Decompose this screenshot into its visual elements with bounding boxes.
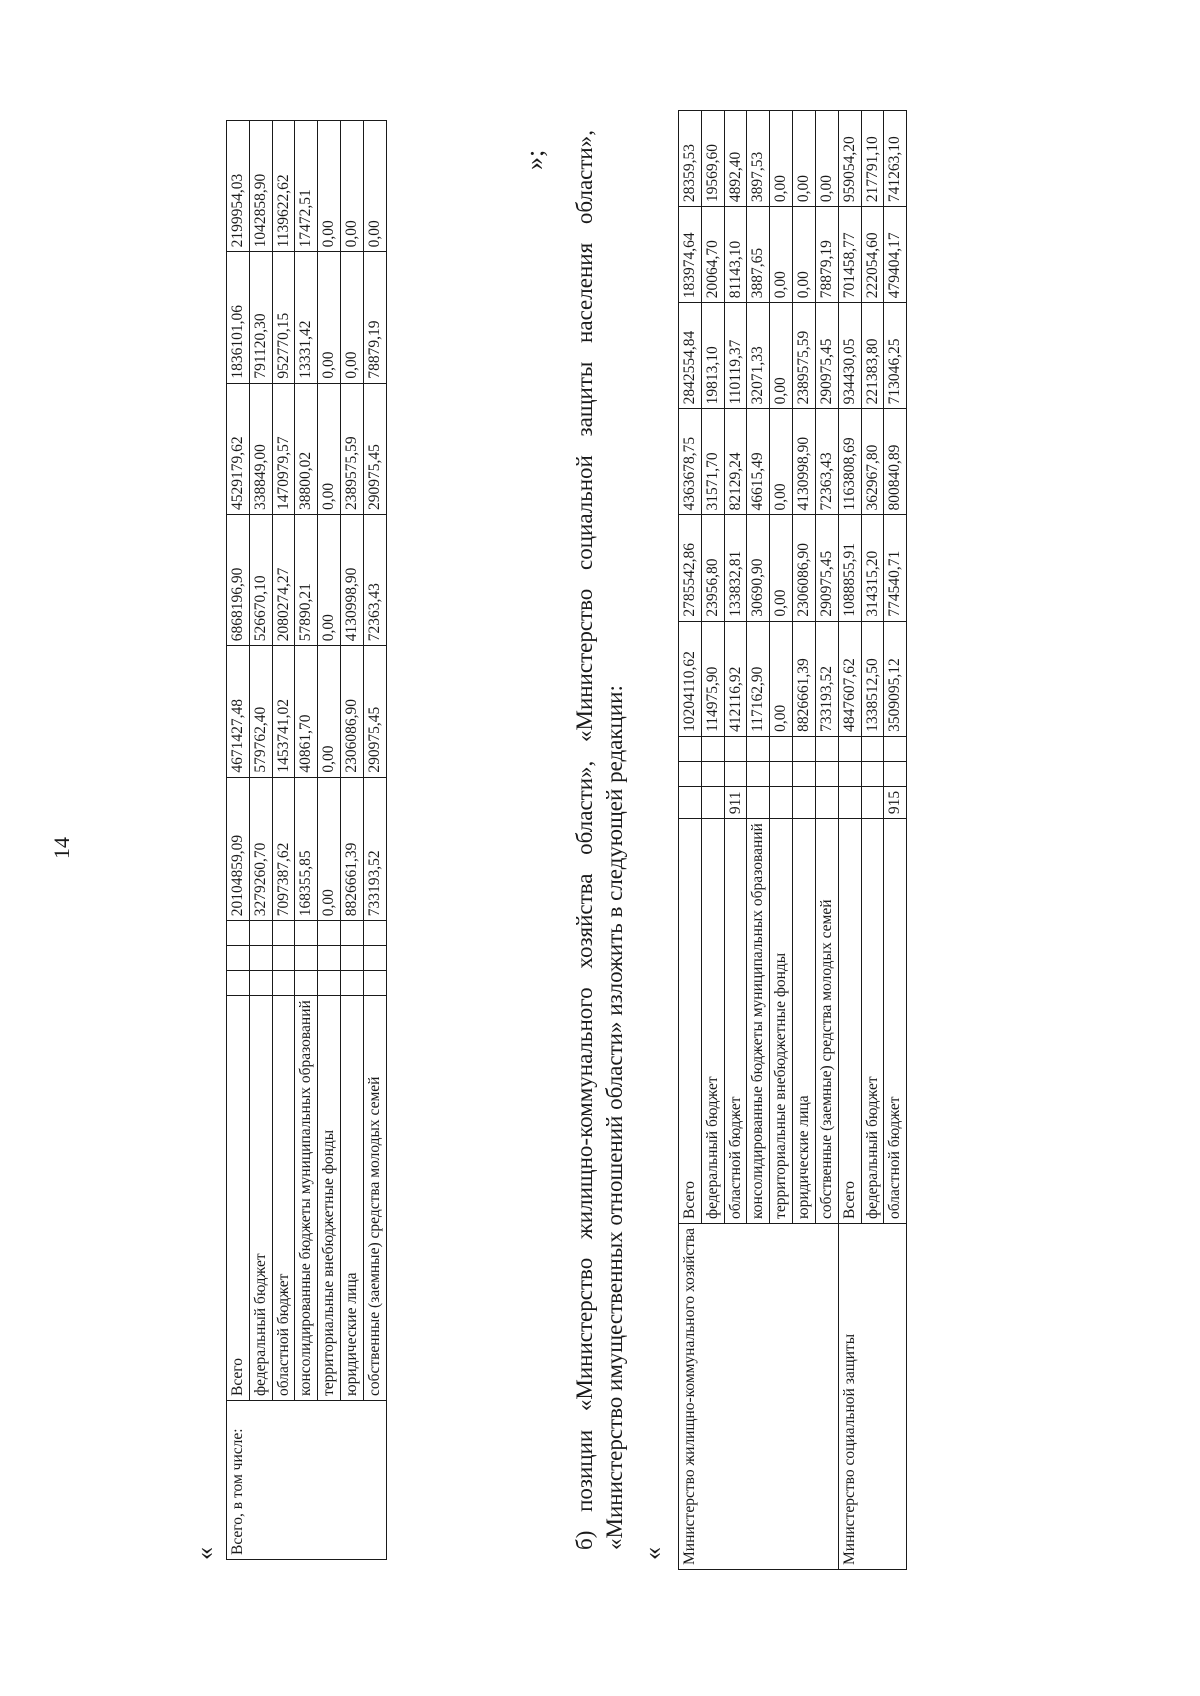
value-cell: 290975,45	[363, 646, 386, 777]
row-label: областной бюджет	[272, 996, 295, 1401]
value-cell: 6868196,90	[227, 514, 250, 645]
value-cell: 290975,45	[363, 383, 386, 514]
empty-cell	[227, 921, 250, 946]
table-row	[249, 121, 272, 1560]
row-label: федеральный бюджет	[249, 996, 272, 1401]
empty-cell	[884, 736, 907, 761]
code-cell	[701, 786, 724, 818]
empty-cell	[272, 946, 295, 971]
value-cell: 0,00	[770, 111, 793, 207]
value-cell: 78879,19	[815, 207, 838, 303]
value-cell: 1163808,69	[838, 409, 861, 515]
value-cell: 4529179,62	[227, 383, 250, 514]
empty-cell	[679, 736, 702, 761]
empty-cell	[295, 946, 318, 971]
value-cell: 3279260,70	[249, 777, 272, 921]
value-cell: 412116,92	[724, 621, 747, 736]
row-label: федеральный бюджет	[861, 819, 884, 1224]
quote-open: «	[190, 1547, 219, 1560]
empty-cell	[815, 761, 838, 786]
value-cell: 133832,81	[724, 515, 747, 621]
value-cell: 800840,89	[884, 409, 907, 515]
value-cell: 110119,37	[724, 303, 747, 409]
value-cell: 1042858,90	[249, 121, 272, 252]
value-cell: 959054,20	[838, 111, 861, 207]
value-cell: 338849,00	[249, 383, 272, 514]
value-cell: 0,00	[793, 207, 816, 303]
row-label: территориальные внебюджетные фонды	[318, 996, 341, 1401]
table-row	[318, 121, 341, 1560]
row-label: собственные (заемные) средства молодых семей	[363, 996, 386, 1401]
value-cell: 28359,53	[679, 111, 702, 207]
code-cell	[747, 786, 770, 818]
code-cell	[838, 786, 861, 818]
value-cell: 733193,52	[815, 621, 838, 736]
empty-cell	[861, 736, 884, 761]
quote-open-2: «	[638, 1547, 667, 1560]
empty-cell	[341, 921, 364, 946]
value-cell: 2389575,59	[341, 383, 364, 514]
code-cell	[861, 786, 884, 818]
table-row	[341, 121, 364, 1560]
page-number: 14	[49, 837, 74, 859]
row-label: собственные (заемные) средства молодых семей	[815, 819, 838, 1224]
value-cell: 2389575,59	[793, 303, 816, 409]
value-cell: 20104859,09	[227, 777, 250, 921]
row-label: территориальные внебюджетные фонды	[770, 819, 793, 1224]
table-row	[272, 121, 295, 1560]
empty-cell	[838, 736, 861, 761]
row-label: Всего	[679, 819, 702, 1224]
value-cell: 934430,05	[838, 303, 861, 409]
empty-cell	[679, 761, 702, 786]
value-cell: 114975,90	[701, 621, 724, 736]
summary-table	[226, 120, 387, 1560]
code-cell: 915	[884, 786, 907, 818]
value-cell: 10204110,62	[679, 621, 702, 736]
value-cell: 479404,17	[884, 207, 907, 303]
value-cell: 3887,65	[747, 207, 770, 303]
empty-cell	[838, 761, 861, 786]
value-cell: 20064,70	[701, 207, 724, 303]
value-cell: 7097387,62	[272, 777, 295, 921]
empty-cell	[272, 971, 295, 996]
value-cell: 2842554,84	[679, 303, 702, 409]
value-cell: 0,00	[770, 207, 793, 303]
value-cell: 3897,53	[747, 111, 770, 207]
value-cell: 8826661,39	[341, 777, 364, 921]
row-label: Всего	[227, 996, 250, 1401]
value-cell: 31571,70	[701, 409, 724, 515]
value-cell: 0,00	[318, 383, 341, 514]
empty-cell	[770, 761, 793, 786]
value-cell: 1836101,06	[227, 252, 250, 383]
value-cell: 0,00	[318, 514, 341, 645]
value-cell: 81143,10	[724, 207, 747, 303]
code-cell: 911	[724, 786, 747, 818]
empty-cell	[884, 761, 907, 786]
value-cell: 0,00	[341, 252, 364, 383]
empty-cell	[272, 921, 295, 946]
empty-cell	[363, 921, 386, 946]
value-cell: 23956,80	[701, 515, 724, 621]
ministries-table	[678, 110, 907, 1570]
value-cell: 0,00	[770, 515, 793, 621]
code-cell	[679, 786, 702, 818]
empty-cell	[295, 971, 318, 996]
value-cell: 4130998,90	[341, 514, 364, 645]
value-cell: 0,00	[363, 121, 386, 252]
value-cell: 2306086,90	[341, 646, 364, 777]
empty-cell	[249, 971, 272, 996]
code-cell	[793, 786, 816, 818]
value-cell: 183974,64	[679, 207, 702, 303]
value-cell: 1338512,50	[861, 621, 884, 736]
value-cell: 1470979,57	[272, 383, 295, 514]
value-cell: 19813,10	[701, 303, 724, 409]
empty-cell	[227, 971, 250, 996]
value-cell: 314315,20	[861, 515, 884, 621]
table-row	[363, 121, 386, 1560]
value-cell: 1088855,91	[838, 515, 861, 621]
empty-cell	[701, 761, 724, 786]
value-cell: 362967,80	[861, 409, 884, 515]
empty-cell	[793, 761, 816, 786]
empty-cell	[747, 736, 770, 761]
table-row	[679, 111, 702, 1570]
value-cell: 0,00	[318, 646, 341, 777]
value-cell: 2080274,27	[272, 514, 295, 645]
empty-cell	[249, 921, 272, 946]
empty-cell	[815, 736, 838, 761]
value-cell: 0,00	[770, 409, 793, 515]
closing-mark: »;	[520, 149, 549, 170]
table-row	[838, 111, 861, 1570]
empty-cell	[318, 971, 341, 996]
value-cell: 0,00	[793, 111, 816, 207]
value-cell: 17472,51	[295, 121, 318, 252]
ministry-label: Министерство жилищно-коммунального хозяйства	[679, 1223, 839, 1569]
value-cell: 217791,10	[861, 111, 884, 207]
value-cell: 221383,80	[861, 303, 884, 409]
row-label: областной бюджет	[724, 819, 747, 1224]
value-cell: 0,00	[318, 121, 341, 252]
empty-cell	[295, 921, 318, 946]
value-cell: 701458,77	[838, 207, 861, 303]
value-cell: 4671427,48	[227, 646, 250, 777]
value-cell: 117162,90	[747, 621, 770, 736]
value-cell: 713046,25	[884, 303, 907, 409]
value-cell: 2306086,90	[793, 515, 816, 621]
amendment-paragraph: б) позиции «Министерство жилищно-коммунального хозяйства области», «Министерство социальной защиты населения области», «Министерство имущественных отношений области» изложить в следующей редакции:	[572, 130, 627, 1550]
table-row	[295, 121, 318, 1560]
value-cell: 3509095,12	[884, 621, 907, 736]
empty-cell	[249, 946, 272, 971]
row-label: областной бюджет	[884, 819, 907, 1224]
empty-cell	[341, 971, 364, 996]
value-cell: 774540,71	[884, 515, 907, 621]
value-cell: 40861,70	[295, 646, 318, 777]
empty-cell	[701, 736, 724, 761]
code-cell	[770, 786, 793, 818]
value-cell: 8826661,39	[793, 621, 816, 736]
value-cell: 4847607,62	[838, 621, 861, 736]
value-cell: 0,00	[815, 111, 838, 207]
rotated-sheet	[190, 110, 1130, 1570]
value-cell: 19569,60	[701, 111, 724, 207]
row-label: Всего	[838, 819, 861, 1224]
empty-cell	[724, 736, 747, 761]
table-row	[227, 121, 250, 1560]
value-cell: 0,00	[341, 121, 364, 252]
ministry-label: Министерство социальной защиты	[838, 1223, 906, 1569]
row-label: юридические лица	[341, 996, 364, 1401]
group-label: Всего, в том числе:	[227, 1401, 387, 1560]
value-cell: 57890,21	[295, 514, 318, 645]
value-cell: 579762,40	[249, 646, 272, 777]
row-label: федеральный бюджет	[701, 819, 724, 1224]
value-cell: 72363,43	[363, 514, 386, 645]
value-cell: 952770,15	[272, 252, 295, 383]
value-cell: 222054,60	[861, 207, 884, 303]
value-cell: 38800,02	[295, 383, 318, 514]
value-cell: 1453741,02	[272, 646, 295, 777]
value-cell: 2199954,03	[227, 121, 250, 252]
row-label: юридические лица	[793, 819, 816, 1224]
value-cell: 526670,10	[249, 514, 272, 645]
code-cell	[815, 786, 838, 818]
row-label: консолидированные бюджеты муниципальных образований	[295, 996, 318, 1401]
empty-cell	[861, 761, 884, 786]
empty-cell	[747, 761, 770, 786]
empty-cell	[770, 736, 793, 761]
value-cell: 290975,45	[815, 303, 838, 409]
value-cell: 4130998,90	[793, 409, 816, 515]
row-label: консолидированные бюджеты муниципальных образований	[747, 819, 770, 1224]
empty-cell	[341, 946, 364, 971]
empty-cell	[227, 946, 250, 971]
value-cell: 46615,49	[747, 409, 770, 515]
value-cell: 4363678,75	[679, 409, 702, 515]
value-cell: 741263,10	[884, 111, 907, 207]
value-cell: 1139622,62	[272, 121, 295, 252]
value-cell: 2785542,86	[679, 515, 702, 621]
value-cell: 168355,85	[295, 777, 318, 921]
empty-cell	[318, 946, 341, 971]
value-cell: 290975,45	[815, 515, 838, 621]
empty-cell	[363, 946, 386, 971]
empty-cell	[793, 736, 816, 761]
empty-cell	[724, 761, 747, 786]
value-cell: 4892,40	[724, 111, 747, 207]
value-cell: 78879,19	[363, 252, 386, 383]
value-cell: 13331,42	[295, 252, 318, 383]
value-cell: 72363,43	[815, 409, 838, 515]
value-cell: 0,00	[318, 252, 341, 383]
value-cell: 32071,33	[747, 303, 770, 409]
value-cell: 733193,52	[363, 777, 386, 921]
value-cell: 791120,30	[249, 252, 272, 383]
value-cell: 0,00	[770, 621, 793, 736]
value-cell: 82129,24	[724, 409, 747, 515]
value-cell: 30690,90	[747, 515, 770, 621]
empty-cell	[363, 971, 386, 996]
value-cell: 0,00	[318, 777, 341, 921]
value-cell: 0,00	[770, 303, 793, 409]
empty-cell	[318, 921, 341, 946]
